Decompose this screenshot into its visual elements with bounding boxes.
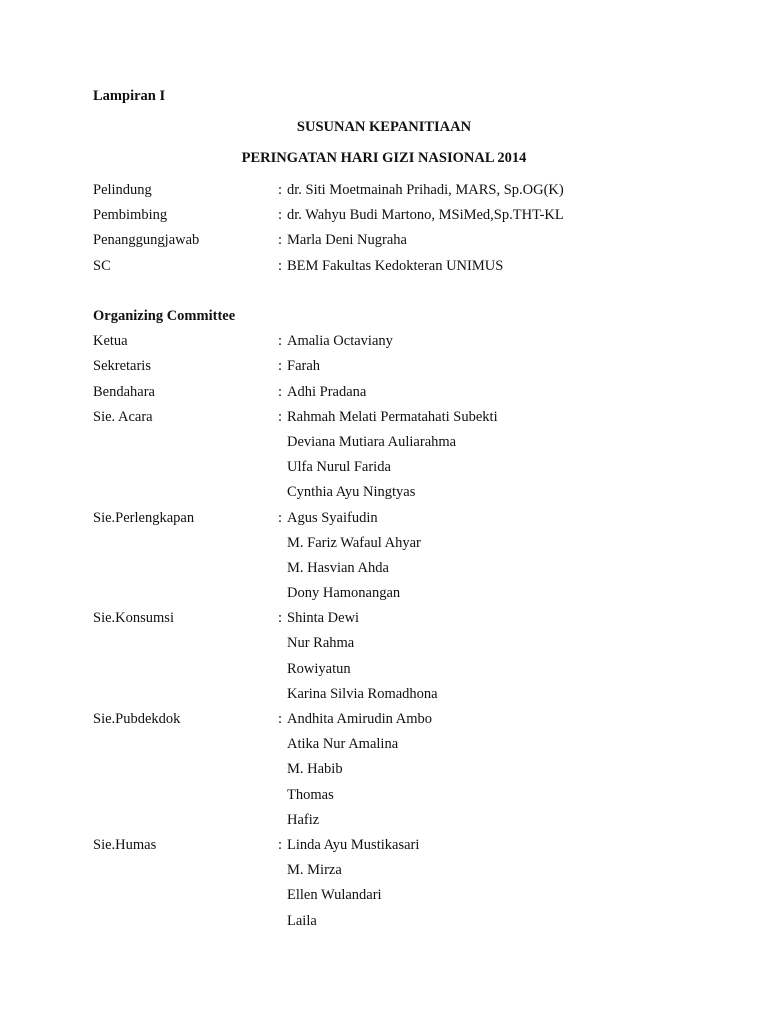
organizing-committee-list [93,332,693,937]
committee-row [93,257,693,282]
member-name: BEM Fakultas Kedokteran UNIMUS [287,257,504,274]
role-label: SC [93,257,111,274]
committee-row [93,634,693,659]
separator-colon: : [278,383,283,400]
committee-row [93,836,693,861]
member-name: Laila [287,912,317,929]
role-label: Sekretaris [93,358,151,375]
member-name: Rahmah Melati Permatahati Subekti [287,408,498,425]
document-subtitle: PERINGATAN HARI GIZI NASIONAL 2014 [241,150,527,166]
member-name: Hafiz [287,811,320,828]
organizing-committee-heading: Organizing Committee [93,308,236,324]
committee-row [93,559,693,584]
separator-colon: : [278,711,283,727]
member-name: Ulfa Nurul Farida [287,459,391,476]
member-name: Farah [287,358,321,375]
committee-row [93,181,693,206]
document-title: SUSUNAN KEPANITIAAN [296,119,472,135]
committee-row [93,710,693,735]
committee-row [93,786,693,811]
committee-row [93,861,693,886]
member-name: Nur Rahma [287,635,355,652]
member-name: dr. Siti Moetmainah Prihadi, MARS, Sp.OG(K) [287,182,564,198]
organizing-committee-section [93,307,693,937]
role-label: Bendahara [93,383,155,400]
member-name: dr. Wahyu Budi Martono, MSiMed,Sp.THT-KL [287,207,564,224]
committee-row [93,383,693,408]
committee-row [93,735,693,760]
member-name: Agus Syaifudin [287,509,378,526]
committee-row [93,609,693,634]
role-label: Sie.Perlengkapan [93,509,195,526]
separator-colon: : [278,358,283,375]
member-name: M. Hasvian Ahda [287,559,389,576]
role-label: Sie.Humas [93,836,157,853]
separator-colon: : [278,232,283,249]
role-label: Sie.Pubdekdok [93,711,181,727]
committee-row [93,483,693,508]
role-label: Pembimbing [93,207,168,224]
member-name: Shinta Dewi [287,610,360,627]
committee-row [93,332,693,357]
separator-colon: : [278,207,283,224]
committee-row [93,685,693,710]
member-name: Atika Nur Amalina [287,736,399,753]
role-label: Ketua [93,333,128,350]
committee-row [93,534,693,559]
committee-row [93,206,693,231]
separator-colon: : [278,408,283,425]
committee-row [93,357,693,382]
committee-row [93,912,693,937]
member-name: Karina Silvia Romadhona [287,685,438,702]
separator-colon: : [278,509,283,526]
member-name: Amalia Octaviany [287,333,393,350]
member-name: M. Mirza [287,862,342,879]
committee-row [93,760,693,785]
separator-colon: : [278,182,283,198]
committee-row [93,231,693,256]
member-name: Rowiyatun [287,660,351,677]
committee-row [93,811,693,836]
committee-row [93,886,693,911]
role-label: Pelindung [93,182,152,198]
member-name: Cynthia Ayu Ningtyas [287,484,416,501]
committee-row [93,458,693,483]
member-name: Marla Deni Nugraha [287,232,407,249]
top-roles-list [93,181,693,282]
member-name: Deviana Mutiara Auliarahma [287,433,457,450]
member-name: Adhi Pradana [287,383,367,400]
member-name: Andhita Amirudin Ambo [287,711,432,727]
role-label: Sie. Acara [93,408,153,425]
committee-row [93,433,693,458]
member-name: M. Habib [287,761,343,778]
separator-colon: : [278,257,283,274]
member-name: Dony Hamonangan [287,585,401,602]
appendix-label: Lampiran I [93,88,166,104]
member-name: Ellen Wulandari [287,887,382,904]
role-label: Penanggungjawab [93,232,200,249]
committee-row [93,584,693,609]
committee-row [93,408,693,433]
member-name: Thomas [287,786,334,803]
member-name: M. Fariz Wafaul Ahyar [287,534,421,551]
member-name: Linda Ayu Mustikasari [287,836,420,853]
committee-row [93,509,693,534]
role-label: Sie.Konsumsi [93,610,174,627]
separator-colon: : [278,836,283,853]
separator-colon: : [278,610,283,627]
committee-row [93,660,693,685]
separator-colon: : [278,333,283,350]
